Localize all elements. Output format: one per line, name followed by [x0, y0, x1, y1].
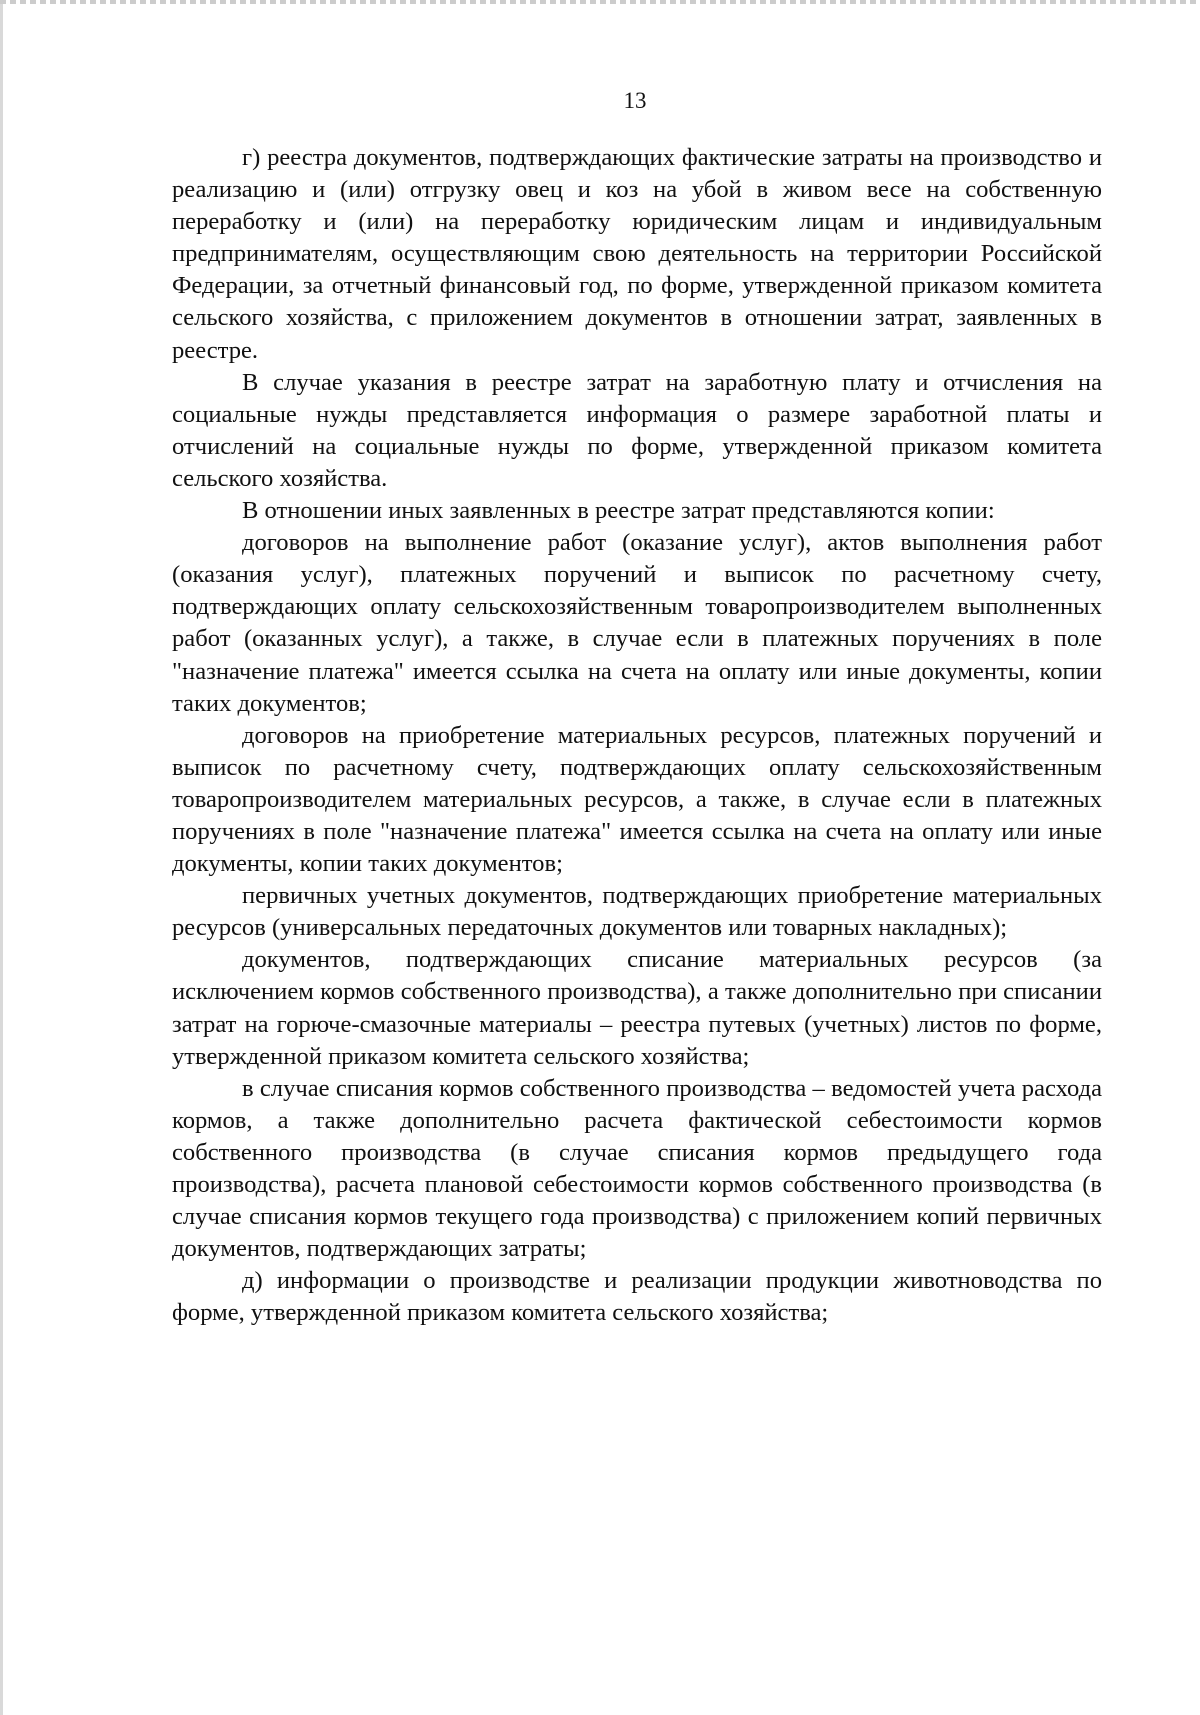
paragraph-feed-write-off: в случае списания кормов собственного производства – ведомостей учета расхода кормов, а также дополнительно расчета фактической себестоимости кормов собственного производства (в случае списания кормов предыдущего года производства), расчета плановой себестоимости кормов собственного производства (в случае списания кормов текущего года производства) с приложением копий первичных документов, подтверждающих затраты;: [172, 1074, 1102, 1263]
scan-edge-top: [0, 0, 1200, 4]
paragraph-write-off-documents: документов, подтверждающих списание материальных ресурсов (за исключением кормов собственного производства), а также дополнительно при списании затрат на горюче-смазочные материалы – реестра путевых (учетных) листов по форме, утвержденной приказом комитета сельского хозяйства;: [172, 946, 1102, 1070]
scan-edge-left: [0, 0, 3, 1715]
paragraph-other-costs: В отношении иных заявленных в реестре затрат представляются копии:: [242, 497, 995, 525]
paragraph-item-g: г) реестра документов, подтверждающих фактические затраты на производство и реализацию и (или) отгрузку овец и коз на убой в живом весе на собственную переработку и (или) на переработку юридическим лицам и индивидуальным предпринимателям, осуществляющим свою деятельность на территории Российской Федерации, за отчетный финансовый год, по форме, утвержденной приказом комитета сельского хозяйства, с приложением документов в отношении затрат, заявленных в реестре.: [172, 144, 1102, 364]
paragraph-material-contracts: договоров на приобретение материальных ресурсов, платежных поручений и выписок по расчетному счету, подтверждающих оплату сельскохозяйственным товаропроизводителем материальных ресурсов, а также, в случае если в платежных поручениях в поле "назначение платежа" имеется ссылка на счета на оплату или иные документы, копии таких документов;: [172, 721, 1102, 878]
page-number: 13: [623, 88, 647, 113]
paragraph-item-d: д) информации о производстве и реализации продукции животноводства по форме, утвержденной приказом комитета сельского хозяйства;: [172, 1267, 1102, 1327]
paragraph-work-contracts: договоров на выполнение работ (оказание услуг), актов выполнения работ (оказания услуг), платежных поручений и выписок по расчетному счету, подтверждающих оплату сельскохозяйственным товаропроизводителем выполненных работ (оказанных услуг), а также, в случае если в платежных поручениях в поле "назначение платежа" имеется ссылка на счета на оплату или иные документы, копии таких документов;: [172, 529, 1102, 717]
paragraph-salary-costs: В случае указания в реестре затрат на заработную плату и отчисления на социальные нужды представляется информация о размере заработной платы и отчислений на социальные нужды по форме, утвержденной приказом комитета сельского хозяйства.: [172, 368, 1102, 492]
paragraph-primary-documents: первичных учетных документов, подтверждающих приобретение материальных ресурсов (универсальных передаточных документов или товарных накладных);: [172, 882, 1102, 942]
document-body: [172, 142, 1102, 1329]
